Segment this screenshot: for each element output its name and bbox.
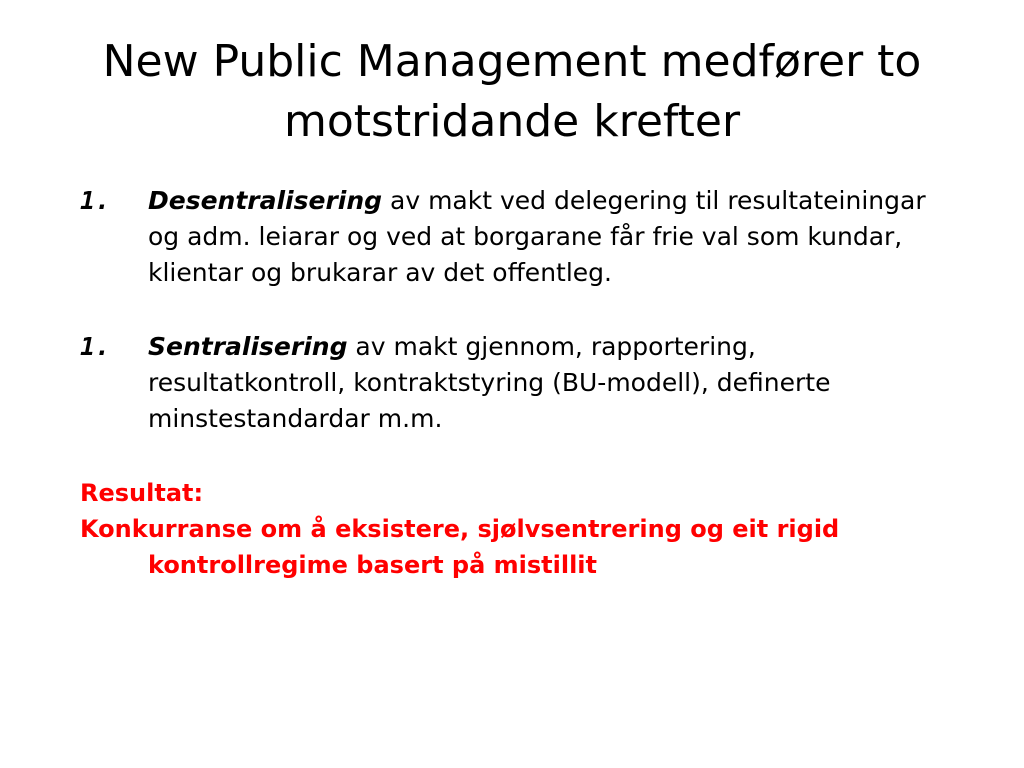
result-heading: Resultat: [80, 479, 204, 507]
slide-body [80, 183, 960, 583]
result-text: Konkurranse om å eksistere, sjølvsentrering og eit rigid kontrollregime basert på mistillit [80, 515, 840, 579]
list-item-decentralization [80, 183, 960, 291]
list-number: 1. [80, 332, 111, 361]
list-term: Sentralisering [148, 332, 348, 361]
list-text: av makt gjennom, rapportering, resultatkontroll, kontraktstyring (BU-modell), definerte minstestandardar m.m. [148, 332, 831, 433]
slide-title: New Public Management medfører to motstridande krefter [102, 36, 922, 147]
list-item-centralization [80, 329, 960, 437]
list-text: av makt ved delegering til resultateiningar og adm. leiarar og ved at borgarane får frie val som kundar, klientar og brukarar av det offentleg. [148, 186, 926, 287]
list-number: 1. [80, 186, 111, 215]
list-term: Desentralisering [148, 186, 383, 215]
